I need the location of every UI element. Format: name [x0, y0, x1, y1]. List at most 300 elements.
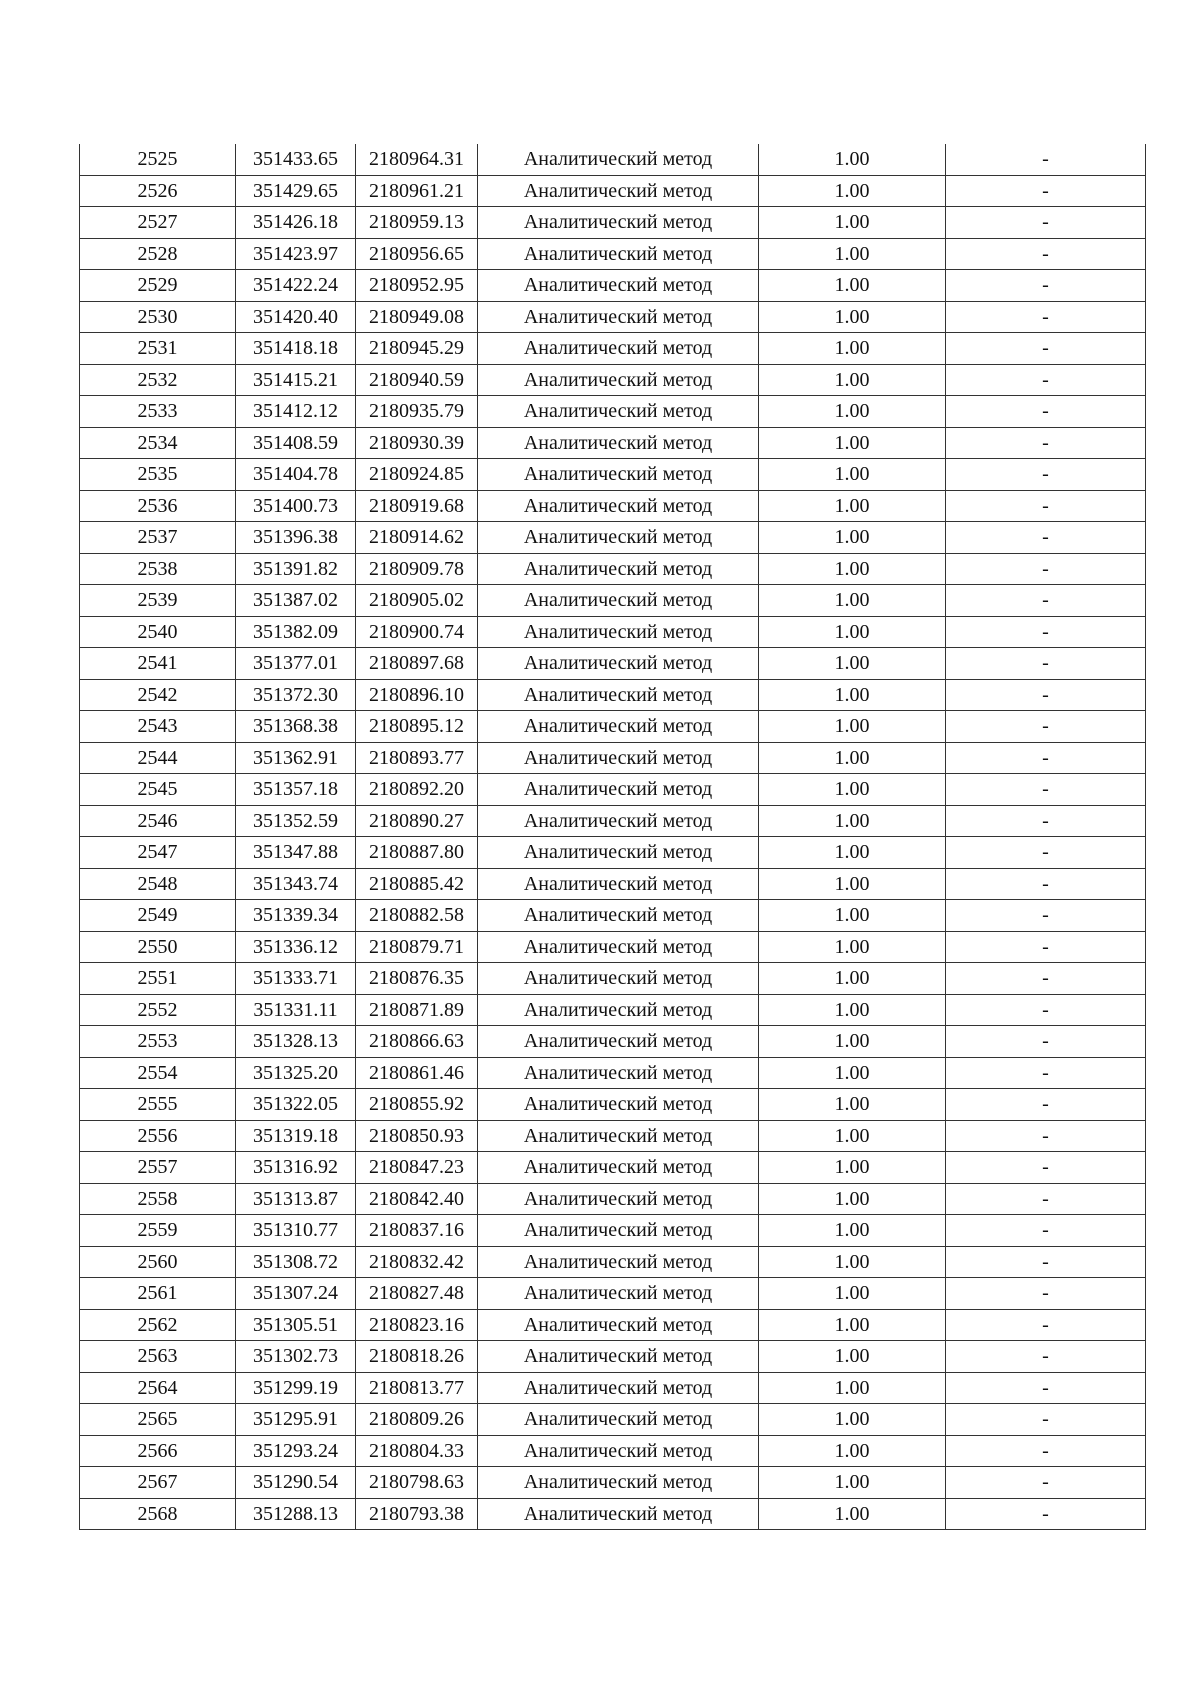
accuracy-cell: 1.00	[759, 1057, 946, 1089]
point-number-cell: 2525	[80, 144, 236, 175]
table-row	[80, 1152, 1146, 1184]
coordinate-y-cell: 2180897.68	[356, 648, 478, 680]
table-row	[80, 553, 1146, 585]
method-cell: Аналитический метод	[478, 742, 759, 774]
accuracy-cell: 1.00	[759, 774, 946, 806]
description-cell: -	[946, 364, 1146, 396]
point-number-cell: 2545	[80, 774, 236, 806]
coordinate-x-cell: 351322.05	[236, 1089, 356, 1121]
coordinate-x-cell: 351288.13	[236, 1498, 356, 1530]
coordinate-x-cell: 351400.73	[236, 490, 356, 522]
accuracy-cell: 1.00	[759, 553, 946, 585]
coordinate-x-cell: 351310.77	[236, 1215, 356, 1247]
point-number-cell: 2565	[80, 1404, 236, 1436]
point-number-cell: 2546	[80, 805, 236, 837]
description-cell: -	[946, 459, 1146, 491]
description-cell: -	[946, 175, 1146, 207]
coordinates-table	[79, 144, 1146, 1530]
coordinate-y-cell: 2180919.68	[356, 490, 478, 522]
point-number-cell: 2539	[80, 585, 236, 617]
point-number-cell: 2543	[80, 711, 236, 743]
method-cell: Аналитический метод	[478, 1467, 759, 1499]
point-number-cell: 2552	[80, 994, 236, 1026]
table-row	[80, 1278, 1146, 1310]
coordinate-y-cell: 2180871.89	[356, 994, 478, 1026]
accuracy-cell: 1.00	[759, 364, 946, 396]
coordinate-y-cell: 2180924.85	[356, 459, 478, 491]
method-cell: Аналитический метод	[478, 238, 759, 270]
accuracy-cell: 1.00	[759, 1152, 946, 1184]
table-row	[80, 994, 1146, 1026]
coordinate-y-cell: 2180866.63	[356, 1026, 478, 1058]
table-row	[80, 1120, 1146, 1152]
table-row	[80, 1057, 1146, 1089]
table-row	[80, 837, 1146, 869]
description-cell: -	[946, 333, 1146, 365]
coordinate-y-cell: 2180949.08	[356, 301, 478, 333]
point-number-cell: 2554	[80, 1057, 236, 1089]
description-cell: -	[946, 585, 1146, 617]
description-cell: -	[946, 144, 1146, 175]
table-row	[80, 742, 1146, 774]
description-cell: -	[946, 1026, 1146, 1058]
method-cell: Аналитический метод	[478, 1026, 759, 1058]
accuracy-cell: 1.00	[759, 1404, 946, 1436]
accuracy-cell: 1.00	[759, 994, 946, 1026]
description-cell: -	[946, 711, 1146, 743]
coordinate-y-cell: 2180885.42	[356, 868, 478, 900]
coordinate-x-cell: 351331.11	[236, 994, 356, 1026]
point-number-cell: 2559	[80, 1215, 236, 1247]
method-cell: Аналитический метод	[478, 427, 759, 459]
table-row	[80, 1404, 1146, 1436]
accuracy-cell: 1.00	[759, 144, 946, 175]
method-cell: Аналитический метод	[478, 1435, 759, 1467]
point-number-cell: 2551	[80, 963, 236, 995]
method-cell: Аналитический метод	[478, 679, 759, 711]
description-cell: -	[946, 994, 1146, 1026]
table-row	[80, 1467, 1146, 1499]
coordinate-y-cell: 2180832.42	[356, 1246, 478, 1278]
accuracy-cell: 1.00	[759, 616, 946, 648]
point-number-cell: 2529	[80, 270, 236, 302]
coordinate-x-cell: 351396.38	[236, 522, 356, 554]
point-number-cell: 2548	[80, 868, 236, 900]
accuracy-cell: 1.00	[759, 1120, 946, 1152]
method-cell: Аналитический метод	[478, 1183, 759, 1215]
coordinate-y-cell: 2180909.78	[356, 553, 478, 585]
description-cell: -	[946, 1215, 1146, 1247]
coordinate-x-cell: 351302.73	[236, 1341, 356, 1373]
accuracy-cell: 1.00	[759, 585, 946, 617]
table-row	[80, 396, 1146, 428]
coordinate-x-cell: 351299.19	[236, 1372, 356, 1404]
accuracy-cell: 1.00	[759, 711, 946, 743]
accuracy-cell: 1.00	[759, 207, 946, 239]
coordinate-y-cell: 2180813.77	[356, 1372, 478, 1404]
point-number-cell: 2563	[80, 1341, 236, 1373]
description-cell: -	[946, 1341, 1146, 1373]
point-number-cell: 2532	[80, 364, 236, 396]
table-row	[80, 333, 1146, 365]
accuracy-cell: 1.00	[759, 648, 946, 680]
table-row	[80, 1498, 1146, 1530]
method-cell: Аналитический метод	[478, 1089, 759, 1121]
table-row	[80, 774, 1146, 806]
description-cell: -	[946, 742, 1146, 774]
coordinate-x-cell: 351357.18	[236, 774, 356, 806]
point-number-cell: 2538	[80, 553, 236, 585]
method-cell: Аналитический метод	[478, 1215, 759, 1247]
coordinate-x-cell: 351433.65	[236, 144, 356, 175]
description-cell: -	[946, 490, 1146, 522]
description-cell: -	[946, 1435, 1146, 1467]
accuracy-cell: 1.00	[759, 238, 946, 270]
method-cell: Аналитический метод	[478, 900, 759, 932]
method-cell: Аналитический метод	[478, 207, 759, 239]
table-row	[80, 270, 1146, 302]
accuracy-cell: 1.00	[759, 270, 946, 302]
method-cell: Аналитический метод	[478, 1498, 759, 1530]
accuracy-cell: 1.00	[759, 1278, 946, 1310]
accuracy-cell: 1.00	[759, 1183, 946, 1215]
point-number-cell: 2553	[80, 1026, 236, 1058]
table-row	[80, 301, 1146, 333]
coordinate-x-cell: 351372.30	[236, 679, 356, 711]
coordinate-y-cell: 2180809.26	[356, 1404, 478, 1436]
accuracy-cell: 1.00	[759, 490, 946, 522]
method-cell: Аналитический метод	[478, 333, 759, 365]
point-number-cell: 2558	[80, 1183, 236, 1215]
coordinate-x-cell: 351422.24	[236, 270, 356, 302]
coordinate-x-cell: 351313.87	[236, 1183, 356, 1215]
table-row	[80, 931, 1146, 963]
table-row	[80, 207, 1146, 239]
method-cell: Аналитический метод	[478, 805, 759, 837]
table-row	[80, 459, 1146, 491]
coordinate-y-cell: 2180861.46	[356, 1057, 478, 1089]
accuracy-cell: 1.00	[759, 522, 946, 554]
accuracy-cell: 1.00	[759, 1309, 946, 1341]
method-cell: Аналитический метод	[478, 1246, 759, 1278]
coordinate-y-cell: 2180893.77	[356, 742, 478, 774]
coordinate-x-cell: 351429.65	[236, 175, 356, 207]
coordinate-y-cell: 2180892.20	[356, 774, 478, 806]
coordinate-y-cell: 2180900.74	[356, 616, 478, 648]
accuracy-cell: 1.00	[759, 805, 946, 837]
table-row	[80, 175, 1146, 207]
coordinate-y-cell: 2180847.23	[356, 1152, 478, 1184]
method-cell: Аналитический метод	[478, 1372, 759, 1404]
coordinate-y-cell: 2180882.58	[356, 900, 478, 932]
table-row	[80, 711, 1146, 743]
coordinate-x-cell: 351316.92	[236, 1152, 356, 1184]
description-cell: -	[946, 1057, 1146, 1089]
description-cell: -	[946, 1498, 1146, 1530]
method-cell: Аналитический метод	[478, 1309, 759, 1341]
point-number-cell: 2568	[80, 1498, 236, 1530]
description-cell: -	[946, 1467, 1146, 1499]
coordinate-y-cell: 2180930.39	[356, 427, 478, 459]
description-cell: -	[946, 1404, 1146, 1436]
description-cell: -	[946, 963, 1146, 995]
point-number-cell: 2557	[80, 1152, 236, 1184]
description-cell: -	[946, 837, 1146, 869]
table-row	[80, 805, 1146, 837]
method-cell: Аналитический метод	[478, 175, 759, 207]
coordinate-y-cell: 2180818.26	[356, 1341, 478, 1373]
description-cell: -	[946, 1372, 1146, 1404]
method-cell: Аналитический метод	[478, 931, 759, 963]
table-row	[80, 1372, 1146, 1404]
coordinate-x-cell: 351305.51	[236, 1309, 356, 1341]
point-number-cell: 2561	[80, 1278, 236, 1310]
accuracy-cell: 1.00	[759, 868, 946, 900]
coordinate-y-cell: 2180793.38	[356, 1498, 478, 1530]
method-cell: Аналитический метод	[478, 1341, 759, 1373]
method-cell: Аналитический метод	[478, 1152, 759, 1184]
point-number-cell: 2540	[80, 616, 236, 648]
point-number-cell: 2537	[80, 522, 236, 554]
method-cell: Аналитический метод	[478, 837, 759, 869]
coordinate-y-cell: 2180855.92	[356, 1089, 478, 1121]
description-cell: -	[946, 238, 1146, 270]
accuracy-cell: 1.00	[759, 1341, 946, 1373]
table-row	[80, 364, 1146, 396]
description-cell: -	[946, 522, 1146, 554]
method-cell: Аналитический метод	[478, 270, 759, 302]
method-cell: Аналитический метод	[478, 616, 759, 648]
accuracy-cell: 1.00	[759, 459, 946, 491]
coordinate-x-cell: 351391.82	[236, 553, 356, 585]
table-row	[80, 1246, 1146, 1278]
description-cell: -	[946, 270, 1146, 302]
accuracy-cell: 1.00	[759, 1435, 946, 1467]
coordinate-x-cell: 351420.40	[236, 301, 356, 333]
point-number-cell: 2531	[80, 333, 236, 365]
table-row	[80, 963, 1146, 995]
accuracy-cell: 1.00	[759, 931, 946, 963]
coordinate-x-cell: 351295.91	[236, 1404, 356, 1436]
coordinate-y-cell: 2180956.65	[356, 238, 478, 270]
point-number-cell: 2550	[80, 931, 236, 963]
description-cell: -	[946, 396, 1146, 428]
method-cell: Аналитический метод	[478, 868, 759, 900]
method-cell: Аналитический метод	[478, 1120, 759, 1152]
coordinate-x-cell: 351336.12	[236, 931, 356, 963]
point-number-cell: 2536	[80, 490, 236, 522]
point-number-cell: 2566	[80, 1435, 236, 1467]
method-cell: Аналитический метод	[478, 553, 759, 585]
point-number-cell: 2530	[80, 301, 236, 333]
point-number-cell: 2562	[80, 1309, 236, 1341]
description-cell: -	[946, 679, 1146, 711]
point-number-cell: 2542	[80, 679, 236, 711]
method-cell: Аналитический метод	[478, 648, 759, 680]
description-cell: -	[946, 1309, 1146, 1341]
coordinate-y-cell: 2180935.79	[356, 396, 478, 428]
point-number-cell: 2535	[80, 459, 236, 491]
coordinate-y-cell: 2180959.13	[356, 207, 478, 239]
coordinate-y-cell: 2180914.62	[356, 522, 478, 554]
description-cell: -	[946, 868, 1146, 900]
accuracy-cell: 1.00	[759, 963, 946, 995]
coordinate-x-cell: 351408.59	[236, 427, 356, 459]
accuracy-cell: 1.00	[759, 1498, 946, 1530]
point-number-cell: 2528	[80, 238, 236, 270]
description-cell: -	[946, 1278, 1146, 1310]
accuracy-cell: 1.00	[759, 837, 946, 869]
coordinate-x-cell: 351325.20	[236, 1057, 356, 1089]
point-number-cell: 2541	[80, 648, 236, 680]
accuracy-cell: 1.00	[759, 1246, 946, 1278]
table-row	[80, 585, 1146, 617]
table-row	[80, 1026, 1146, 1058]
accuracy-cell: 1.00	[759, 427, 946, 459]
accuracy-cell: 1.00	[759, 1215, 946, 1247]
coordinate-x-cell: 351343.74	[236, 868, 356, 900]
table-row	[80, 1341, 1146, 1373]
method-cell: Аналитический метод	[478, 963, 759, 995]
coordinate-x-cell: 351290.54	[236, 1467, 356, 1499]
coordinate-y-cell: 2180827.48	[356, 1278, 478, 1310]
table-row	[80, 238, 1146, 270]
accuracy-cell: 1.00	[759, 333, 946, 365]
table-row	[80, 1435, 1146, 1467]
method-cell: Аналитический метод	[478, 1278, 759, 1310]
point-number-cell: 2534	[80, 427, 236, 459]
coordinate-y-cell: 2180850.93	[356, 1120, 478, 1152]
description-cell: -	[946, 900, 1146, 932]
description-cell: -	[946, 1246, 1146, 1278]
method-cell: Аналитический метод	[478, 1404, 759, 1436]
method-cell: Аналитический метод	[478, 585, 759, 617]
coordinate-x-cell: 351418.18	[236, 333, 356, 365]
coordinate-x-cell: 351293.24	[236, 1435, 356, 1467]
accuracy-cell: 1.00	[759, 1026, 946, 1058]
description-cell: -	[946, 616, 1146, 648]
method-cell: Аналитический метод	[478, 1057, 759, 1089]
coordinate-y-cell: 2180876.35	[356, 963, 478, 995]
description-cell: -	[946, 1183, 1146, 1215]
coordinate-x-cell: 351333.71	[236, 963, 356, 995]
method-cell: Аналитический метод	[478, 301, 759, 333]
coordinate-y-cell: 2180842.40	[356, 1183, 478, 1215]
method-cell: Аналитический метод	[478, 144, 759, 175]
table-row	[80, 1183, 1146, 1215]
method-cell: Аналитический метод	[478, 522, 759, 554]
coordinate-y-cell: 2180940.59	[356, 364, 478, 396]
description-cell: -	[946, 207, 1146, 239]
coordinate-x-cell: 351307.24	[236, 1278, 356, 1310]
description-cell: -	[946, 301, 1146, 333]
point-number-cell: 2547	[80, 837, 236, 869]
table-row	[80, 1089, 1146, 1121]
description-cell: -	[946, 427, 1146, 459]
accuracy-cell: 1.00	[759, 301, 946, 333]
table-row	[80, 490, 1146, 522]
table-row	[80, 144, 1146, 175]
accuracy-cell: 1.00	[759, 396, 946, 428]
description-cell: -	[946, 805, 1146, 837]
accuracy-cell: 1.00	[759, 1089, 946, 1121]
accuracy-cell: 1.00	[759, 679, 946, 711]
table-row	[80, 616, 1146, 648]
coordinate-y-cell: 2180879.71	[356, 931, 478, 963]
table-row	[80, 427, 1146, 459]
coordinate-x-cell: 351415.21	[236, 364, 356, 396]
point-number-cell: 2544	[80, 742, 236, 774]
table-row	[80, 648, 1146, 680]
coordinate-x-cell: 351319.18	[236, 1120, 356, 1152]
accuracy-cell: 1.00	[759, 1372, 946, 1404]
point-number-cell: 2556	[80, 1120, 236, 1152]
coordinate-x-cell: 351347.88	[236, 837, 356, 869]
description-cell: -	[946, 1152, 1146, 1184]
method-cell: Аналитический метод	[478, 774, 759, 806]
coordinate-x-cell: 351377.01	[236, 648, 356, 680]
coordinate-y-cell: 2180905.02	[356, 585, 478, 617]
point-number-cell: 2560	[80, 1246, 236, 1278]
point-number-cell: 2564	[80, 1372, 236, 1404]
table-row	[80, 868, 1146, 900]
method-cell: Аналитический метод	[478, 711, 759, 743]
method-cell: Аналитический метод	[478, 459, 759, 491]
coordinate-y-cell: 2180964.31	[356, 144, 478, 175]
coordinate-x-cell: 351382.09	[236, 616, 356, 648]
coordinates-table-body	[80, 144, 1146, 1530]
table-row	[80, 1215, 1146, 1247]
coordinate-x-cell: 351387.02	[236, 585, 356, 617]
description-cell: -	[946, 1120, 1146, 1152]
description-cell: -	[946, 931, 1146, 963]
accuracy-cell: 1.00	[759, 742, 946, 774]
coordinate-y-cell: 2180798.63	[356, 1467, 478, 1499]
coordinate-y-cell: 2180890.27	[356, 805, 478, 837]
coordinate-y-cell: 2180945.29	[356, 333, 478, 365]
coordinate-x-cell: 351308.72	[236, 1246, 356, 1278]
description-cell: -	[946, 1089, 1146, 1121]
coordinate-y-cell: 2180837.16	[356, 1215, 478, 1247]
table-row	[80, 900, 1146, 932]
coordinate-y-cell: 2180961.21	[356, 175, 478, 207]
method-cell: Аналитический метод	[478, 396, 759, 428]
point-number-cell: 2533	[80, 396, 236, 428]
coordinate-x-cell: 351368.38	[236, 711, 356, 743]
point-number-cell: 2526	[80, 175, 236, 207]
coordinate-y-cell: 2180887.80	[356, 837, 478, 869]
point-number-cell: 2549	[80, 900, 236, 932]
point-number-cell: 2555	[80, 1089, 236, 1121]
point-number-cell: 2567	[80, 1467, 236, 1499]
description-cell: -	[946, 774, 1146, 806]
table-row	[80, 522, 1146, 554]
method-cell: Аналитический метод	[478, 490, 759, 522]
coordinate-y-cell: 2180804.33	[356, 1435, 478, 1467]
coordinate-x-cell: 351328.13	[236, 1026, 356, 1058]
method-cell: Аналитический метод	[478, 364, 759, 396]
accuracy-cell: 1.00	[759, 900, 946, 932]
description-cell: -	[946, 553, 1146, 585]
point-number-cell: 2527	[80, 207, 236, 239]
coordinate-y-cell: 2180895.12	[356, 711, 478, 743]
coordinate-x-cell: 351426.18	[236, 207, 356, 239]
table-row	[80, 1309, 1146, 1341]
coordinate-y-cell: 2180896.10	[356, 679, 478, 711]
coordinate-x-cell: 351339.34	[236, 900, 356, 932]
coordinate-y-cell: 2180952.95	[356, 270, 478, 302]
coordinate-x-cell: 351352.59	[236, 805, 356, 837]
